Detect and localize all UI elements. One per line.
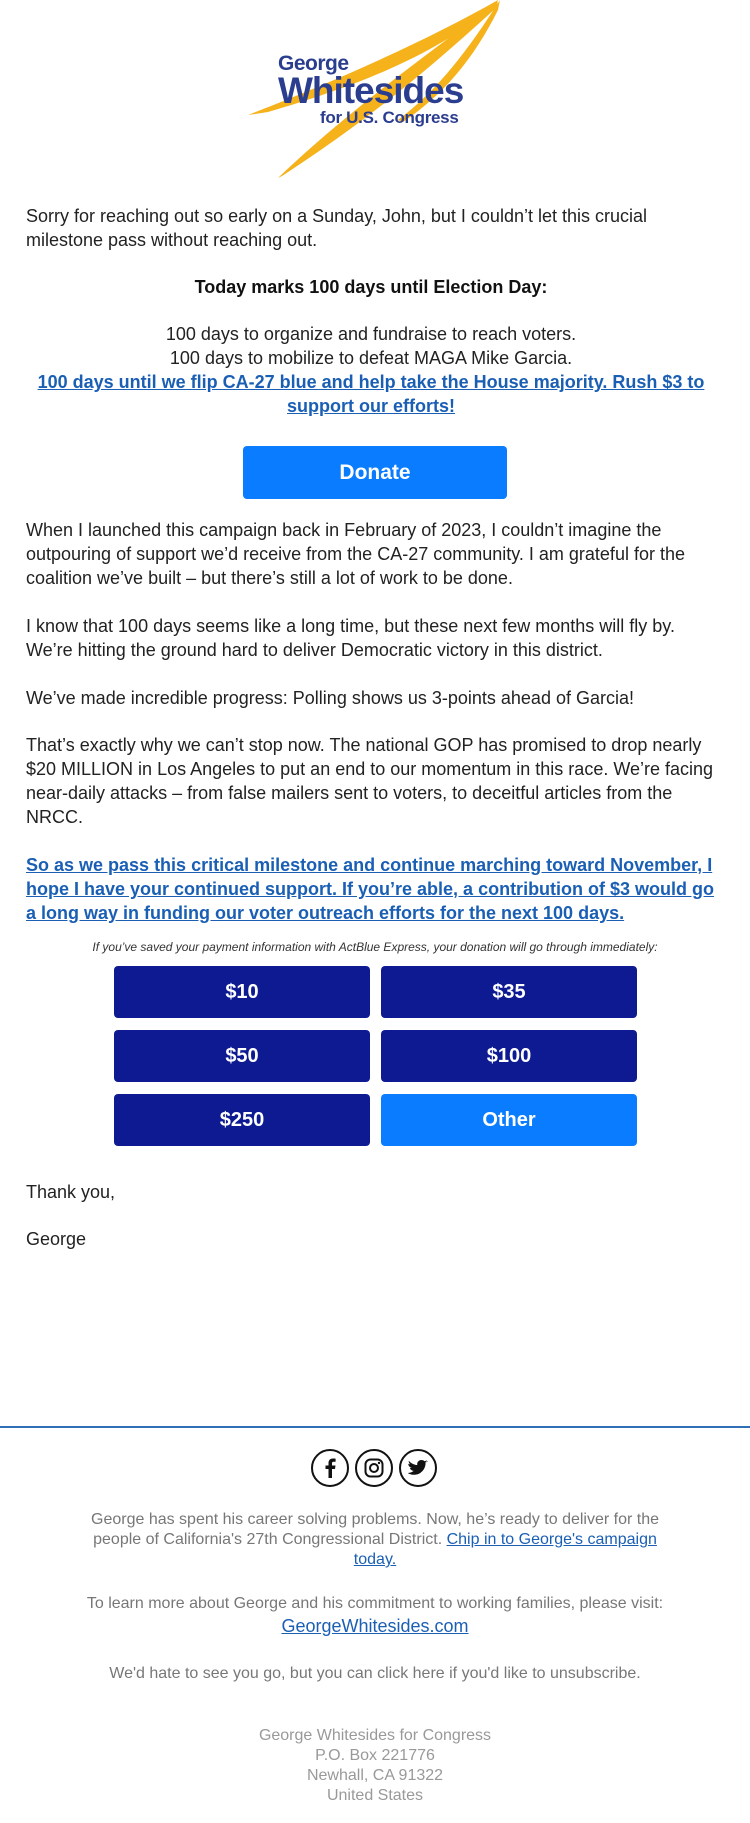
twitter-icon[interactable] [399,1449,437,1487]
intro-paragraph [26,204,716,252]
flip-ca27-link[interactable]: 100 days until we flip CA-27 blue and help take the House majority. Rush $3 to support our efforts! [37,372,705,416]
instagram-icon[interactable] [355,1449,393,1487]
address-line-3: Newhall, CA 91322 [306,1767,444,1784]
amount-button-other[interactable]: Other [381,1094,637,1146]
footer-about [75,1510,675,1570]
amount-button-250[interactable]: $250 [114,1094,370,1146]
hundred-days-line-2: 100 days to mobilize to defeat MAGA Mike Garcia. [169,348,573,368]
intro-text: Sorry for reaching out so early on a Sunday, John, but I couldn’t let this crucial milestone pass without reaching out. [26,206,647,250]
para-progress: We’ve made incredible progress: Polling shows us 3-points ahead of Garcia! [26,688,634,708]
logo-text-george: George [278,52,349,75]
para-100-days: I know that 100 days seems like a long time, but these next few months will fly by. We’re hitting the ground hard to deliver Democratic victory in this district. [26,616,675,660]
footer-divider [0,1426,750,1428]
para-gop: That’s exactly why we can’t stop now. The national GOP has promised to drop nearly $20 MILLION in Los Angeles to put an end to our momentum in this race. We’re facing near-daily attacks – from false mailers sent to voters, to deceitful articles from the NRCC. [26,735,714,827]
hundred-days-line-1: 100 days to organize and fundraise to reach voters. [165,324,577,344]
amount-button-100[interactable]: $100 [381,1030,637,1082]
chip-in-link[interactable]: Chip in to George's campaign today. [353,1531,657,1568]
amount-button-10[interactable]: $10 [114,966,370,1018]
logo-text-congress: for U.S. Congress [320,108,459,127]
para-milestone [26,853,716,925]
hundred-days-block [26,322,716,418]
address-line-2: P.O. Box 221776 [315,1747,435,1764]
signoff-name: George [26,1229,87,1249]
website-link[interactable]: GeorgeWhitesides.com [281,1616,469,1636]
unsubscribe-text[interactable]: We'd hate to see you go, but you can click here if you'd like to unsubscribe. [109,1665,641,1682]
footer-learn-text: To learn more about George and his commitment to working families, please visit: [86,1595,664,1612]
amount-button-35[interactable]: $35 [381,966,637,1018]
actblue-express-note: If you’ve saved your payment information with ActBlue Express, your donation will go through immediately: [92,940,658,954]
headline: Today marks 100 days until Election Day: [194,277,548,297]
mailing-address [0,1726,750,1806]
milestone-link[interactable]: So as we pass this critical milestone and continue marching toward November, I hope I have your continued support. If you’re able, a contribution of $3 would go a long way in funding our voter outreach efforts for the next 100 days. [26,855,715,923]
para-launched: When I launched this campaign back in February of 2023, I couldn’t imagine the outpouring of support we’d receive from the CA-27 community. I am grateful for the coalition we’ve built – but there’s still a lot of work to be done. [26,520,685,588]
amount-button-50[interactable]: $50 [114,1030,370,1082]
logo-text-whitesides: Whitesides [278,70,464,111]
address-line-4: United States [326,1787,424,1804]
signoff-thanks: Thank you, [26,1182,116,1202]
campaign-logo [248,0,508,180]
footer-learn [75,1594,675,1638]
donate-button[interactable]: Donate [243,446,507,499]
address-line-1: George Whitesides for Congress [258,1727,492,1744]
facebook-icon[interactable] [311,1449,349,1487]
footer-about-text: George has spent his career solving problems. Now, he’s ready to deliver for the people of California's 27th Congressional District. [91,1511,659,1548]
